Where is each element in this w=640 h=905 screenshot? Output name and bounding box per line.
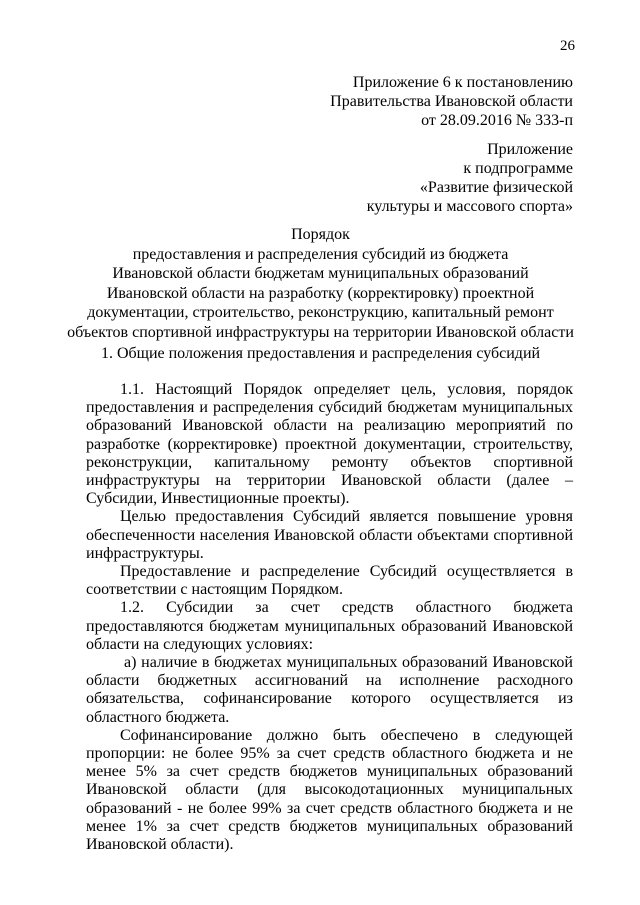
title-line: Порядок	[291, 226, 350, 243]
title-line: предоставления и распределения субсидий из бюджета	[132, 245, 509, 263]
subprogram-line: культуры и массового спорта»	[366, 198, 573, 215]
section-heading: 1. Общие положения предоставления и распределения субсидий	[100, 345, 541, 362]
paragraph: 1.1. Настоящий Порядок определяет цель, условия, порядок предоставления и распределения субсидий бюджетам муниципальных образований Ивановской области на реализацию мероприятий по разработке (корректировке) проектной документации, строительству, реконструкции, капитальному ремонту объектов спортивной инфраструктуры на территории Ивановской области (далее – Субсидии, Инвестиционные проекты).	[86, 381, 573, 508]
title-line: Ивановской области бюджетам муниципальных образований	[112, 265, 529, 282]
document-title	[60, 225, 581, 342]
attachment-line: Правительства Ивановской области	[330, 93, 573, 110]
subprogram-attachment-header	[367, 140, 573, 216]
paragraph: Целью предоставления Субсидий является повышение уровня обеспеченности населения Ивановской области объектами спортивной инфраструктуры.	[86, 508, 573, 562]
page-number: 26	[560, 38, 575, 54]
paragraph: а) наличие в бюджетах муниципальных образований Ивановской области бюджетных ассигнований на исполнение расходного обязательства, софинансирование которого осуществляется из областного бюджета.	[86, 654, 573, 726]
title-line: Ивановской области на разработку (корректировку) проектной	[106, 284, 535, 302]
attachment-header	[330, 73, 573, 130]
attachment-line: Приложение 6 к постановлению	[352, 74, 573, 91]
attachment-line: от 28.09.2016 № 333-п	[421, 112, 573, 129]
title-line: объектов спортивной инфраструктуры на территории Ивановской области	[67, 323, 574, 341]
paragraph: Предоставление и распределение Субсидий осуществляется в соответствии с настоящим Порядком.	[86, 563, 573, 599]
subprogram-line: к подпрограмме	[463, 160, 573, 177]
document-body	[86, 381, 573, 854]
paragraph: Софинансирование должно быть обеспечено в следующей пропорции: не более 95% за счет средств областного бюджета и не менее 5% за счет средств бюджетов муниципальных образований Ивановской области (для высокодотационных муниципальных образований - не более 99% за счет средств областного бюджета и не менее 1% за счет средств бюджетов муниципальных образований Ивановской области).	[86, 726, 573, 854]
subprogram-line: «Развитие физической	[419, 179, 573, 196]
title-line: документации, строительство, реконструкцию, капитальный ремонт	[87, 304, 554, 321]
paragraph: 1.2. Субсидии за счет средств областного бюджета предоставляются бюджетам муниципальных образований Ивановской области на следующих условиях:	[86, 599, 573, 653]
subprogram-line: Приложение	[487, 141, 573, 158]
